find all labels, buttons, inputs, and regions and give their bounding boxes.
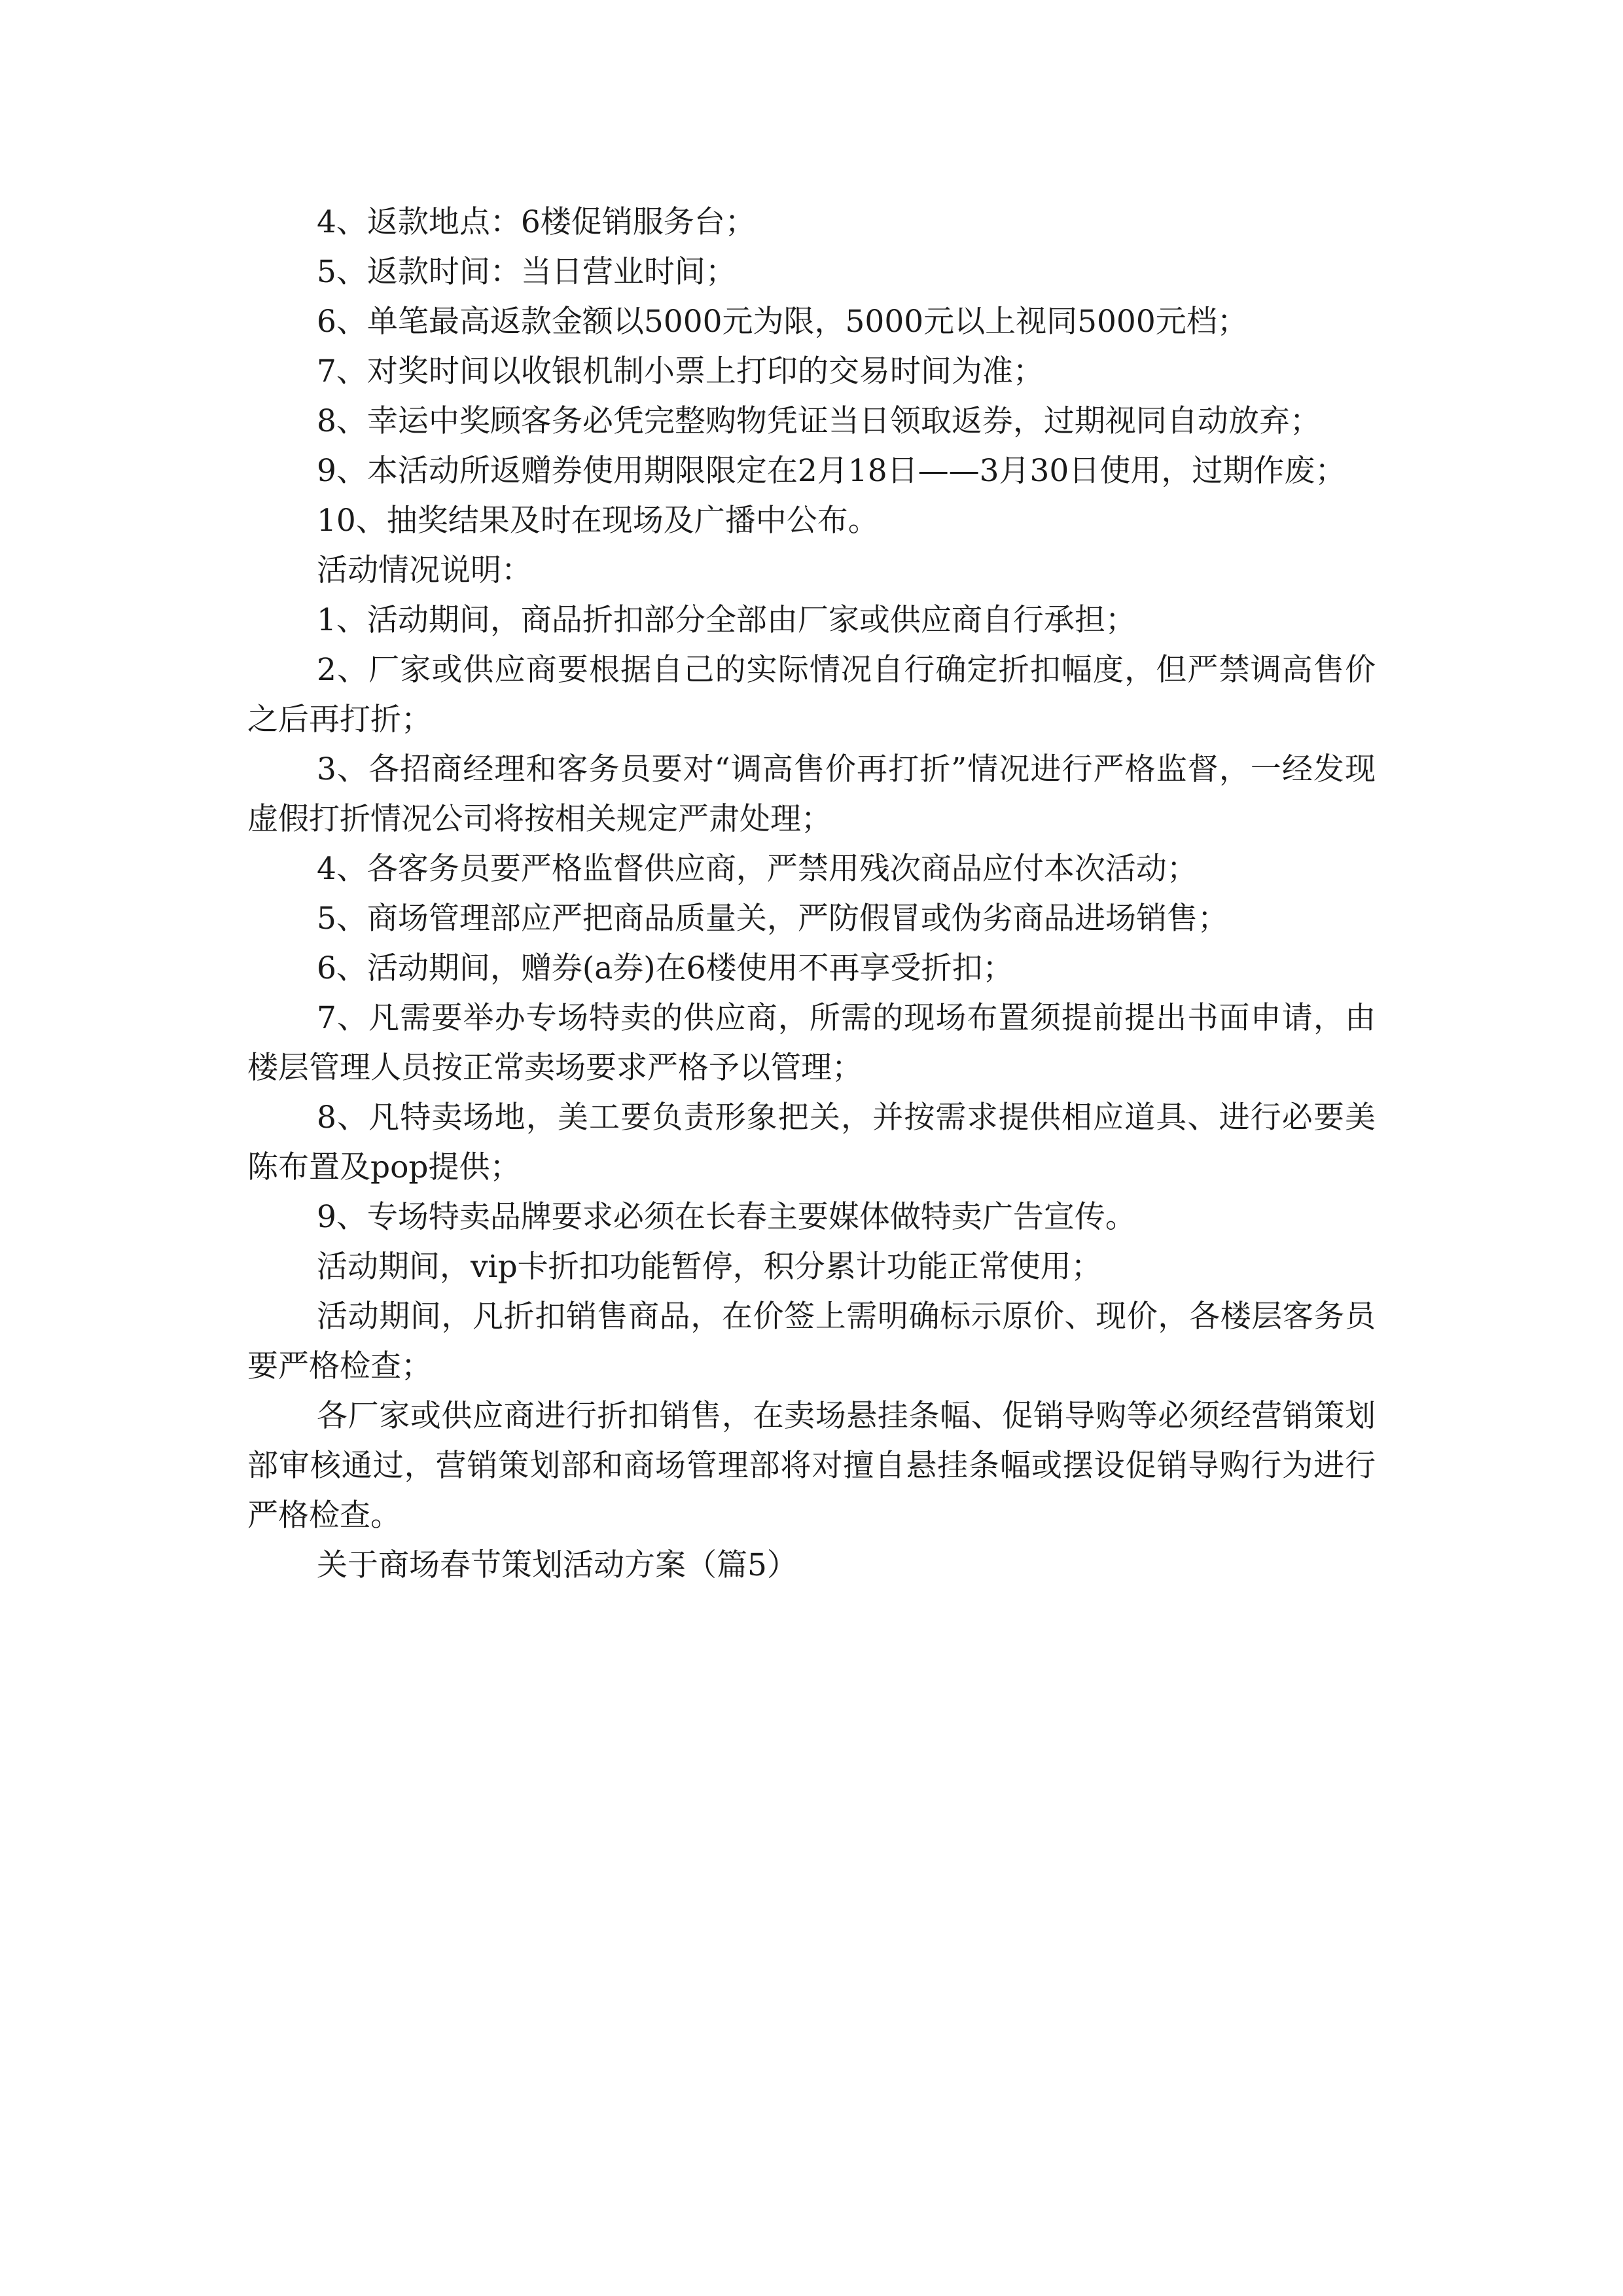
section-heading: 活动情况说明： xyxy=(317,552,532,588)
paragraph: 6、单笔最高返款金额以5000元为限，5000元以上视同5000元档； xyxy=(317,304,1248,340)
paragraph: 活动期间，凡折扣销售商品，在价签上需明确标示原价、现价，各楼层客务员要严格检查； xyxy=(247,1299,1376,1384)
paragraph: 4、返款地点：6楼促销服务台； xyxy=(317,204,756,240)
paragraph: 3、各招商经理和客务员要对“调高售价再打折”情况进行严格监督，一经发现虚假打折情况公司将按相关规定严肃处理； xyxy=(247,751,1376,837)
paragraph: 5、返款时间：当日营业时间； xyxy=(317,254,736,290)
paragraph: 9、本活动所返赠券使用期限限定在2月18日——3月30日使用，过期作废； xyxy=(317,453,1346,489)
paragraph: 7、凡需要举办专场特卖的供应商，所需的现场布置须提前提出书面申请，由楼层管理人员按正常卖场要求严格予以管理； xyxy=(247,1000,1376,1086)
paragraph: 活动期间，vip卡折扣功能暂停，积分累计功能正常使用； xyxy=(317,1249,1102,1285)
paragraph: 6、活动期间，赠券(a券)在6楼使用不再享受折扣； xyxy=(317,950,1014,986)
paragraph: 1、活动期间，商品折扣部分全部由厂家或供应商自行承担； xyxy=(317,602,1136,638)
paragraph: 各厂家或供应商进行折扣销售，在卖场悬挂条幅、促销导购等必须经营销策划部审核通过，营销策划部和商场管理部将对擅自悬挂条幅或摆设促销导购行为进行严格检查。 xyxy=(247,1398,1376,1534)
document-body xyxy=(247,198,1376,1590)
paragraph: 9、专场特卖品牌要求必须在长春主要媒体做特卖广告宣传。 xyxy=(317,1199,1136,1235)
paragraph: 4、各客务员要严格监督供应商，严禁用残次商品应付本次活动； xyxy=(317,851,1198,887)
paragraph: 7、对奖时间以收银机制小票上打印的交易时间为准； xyxy=(317,353,1044,389)
paragraph: 2、厂家或供应商要根据自己的实际情况自行确定折扣幅度，但严禁调高售价之后再打折； xyxy=(247,652,1376,738)
paragraph: 10、抽奖结果及时在现场及广播中公布。 xyxy=(317,503,879,539)
paragraph: 5、商场管理部应严把商品质量关，严防假冒或伪劣商品进场销售； xyxy=(317,901,1228,937)
section-title: 关于商场春节策划活动方案（篇5） xyxy=(317,1547,798,1583)
paragraph: 8、凡特卖场地，美工要负责形象把关，并按需求提供相应道具、进行必要美陈布置及pop提供； xyxy=(247,1100,1376,1185)
paragraph: 8、幸运中奖顾客务必凭完整购物凭证当日领取返券，过期视同自动放弃； xyxy=(317,403,1321,439)
